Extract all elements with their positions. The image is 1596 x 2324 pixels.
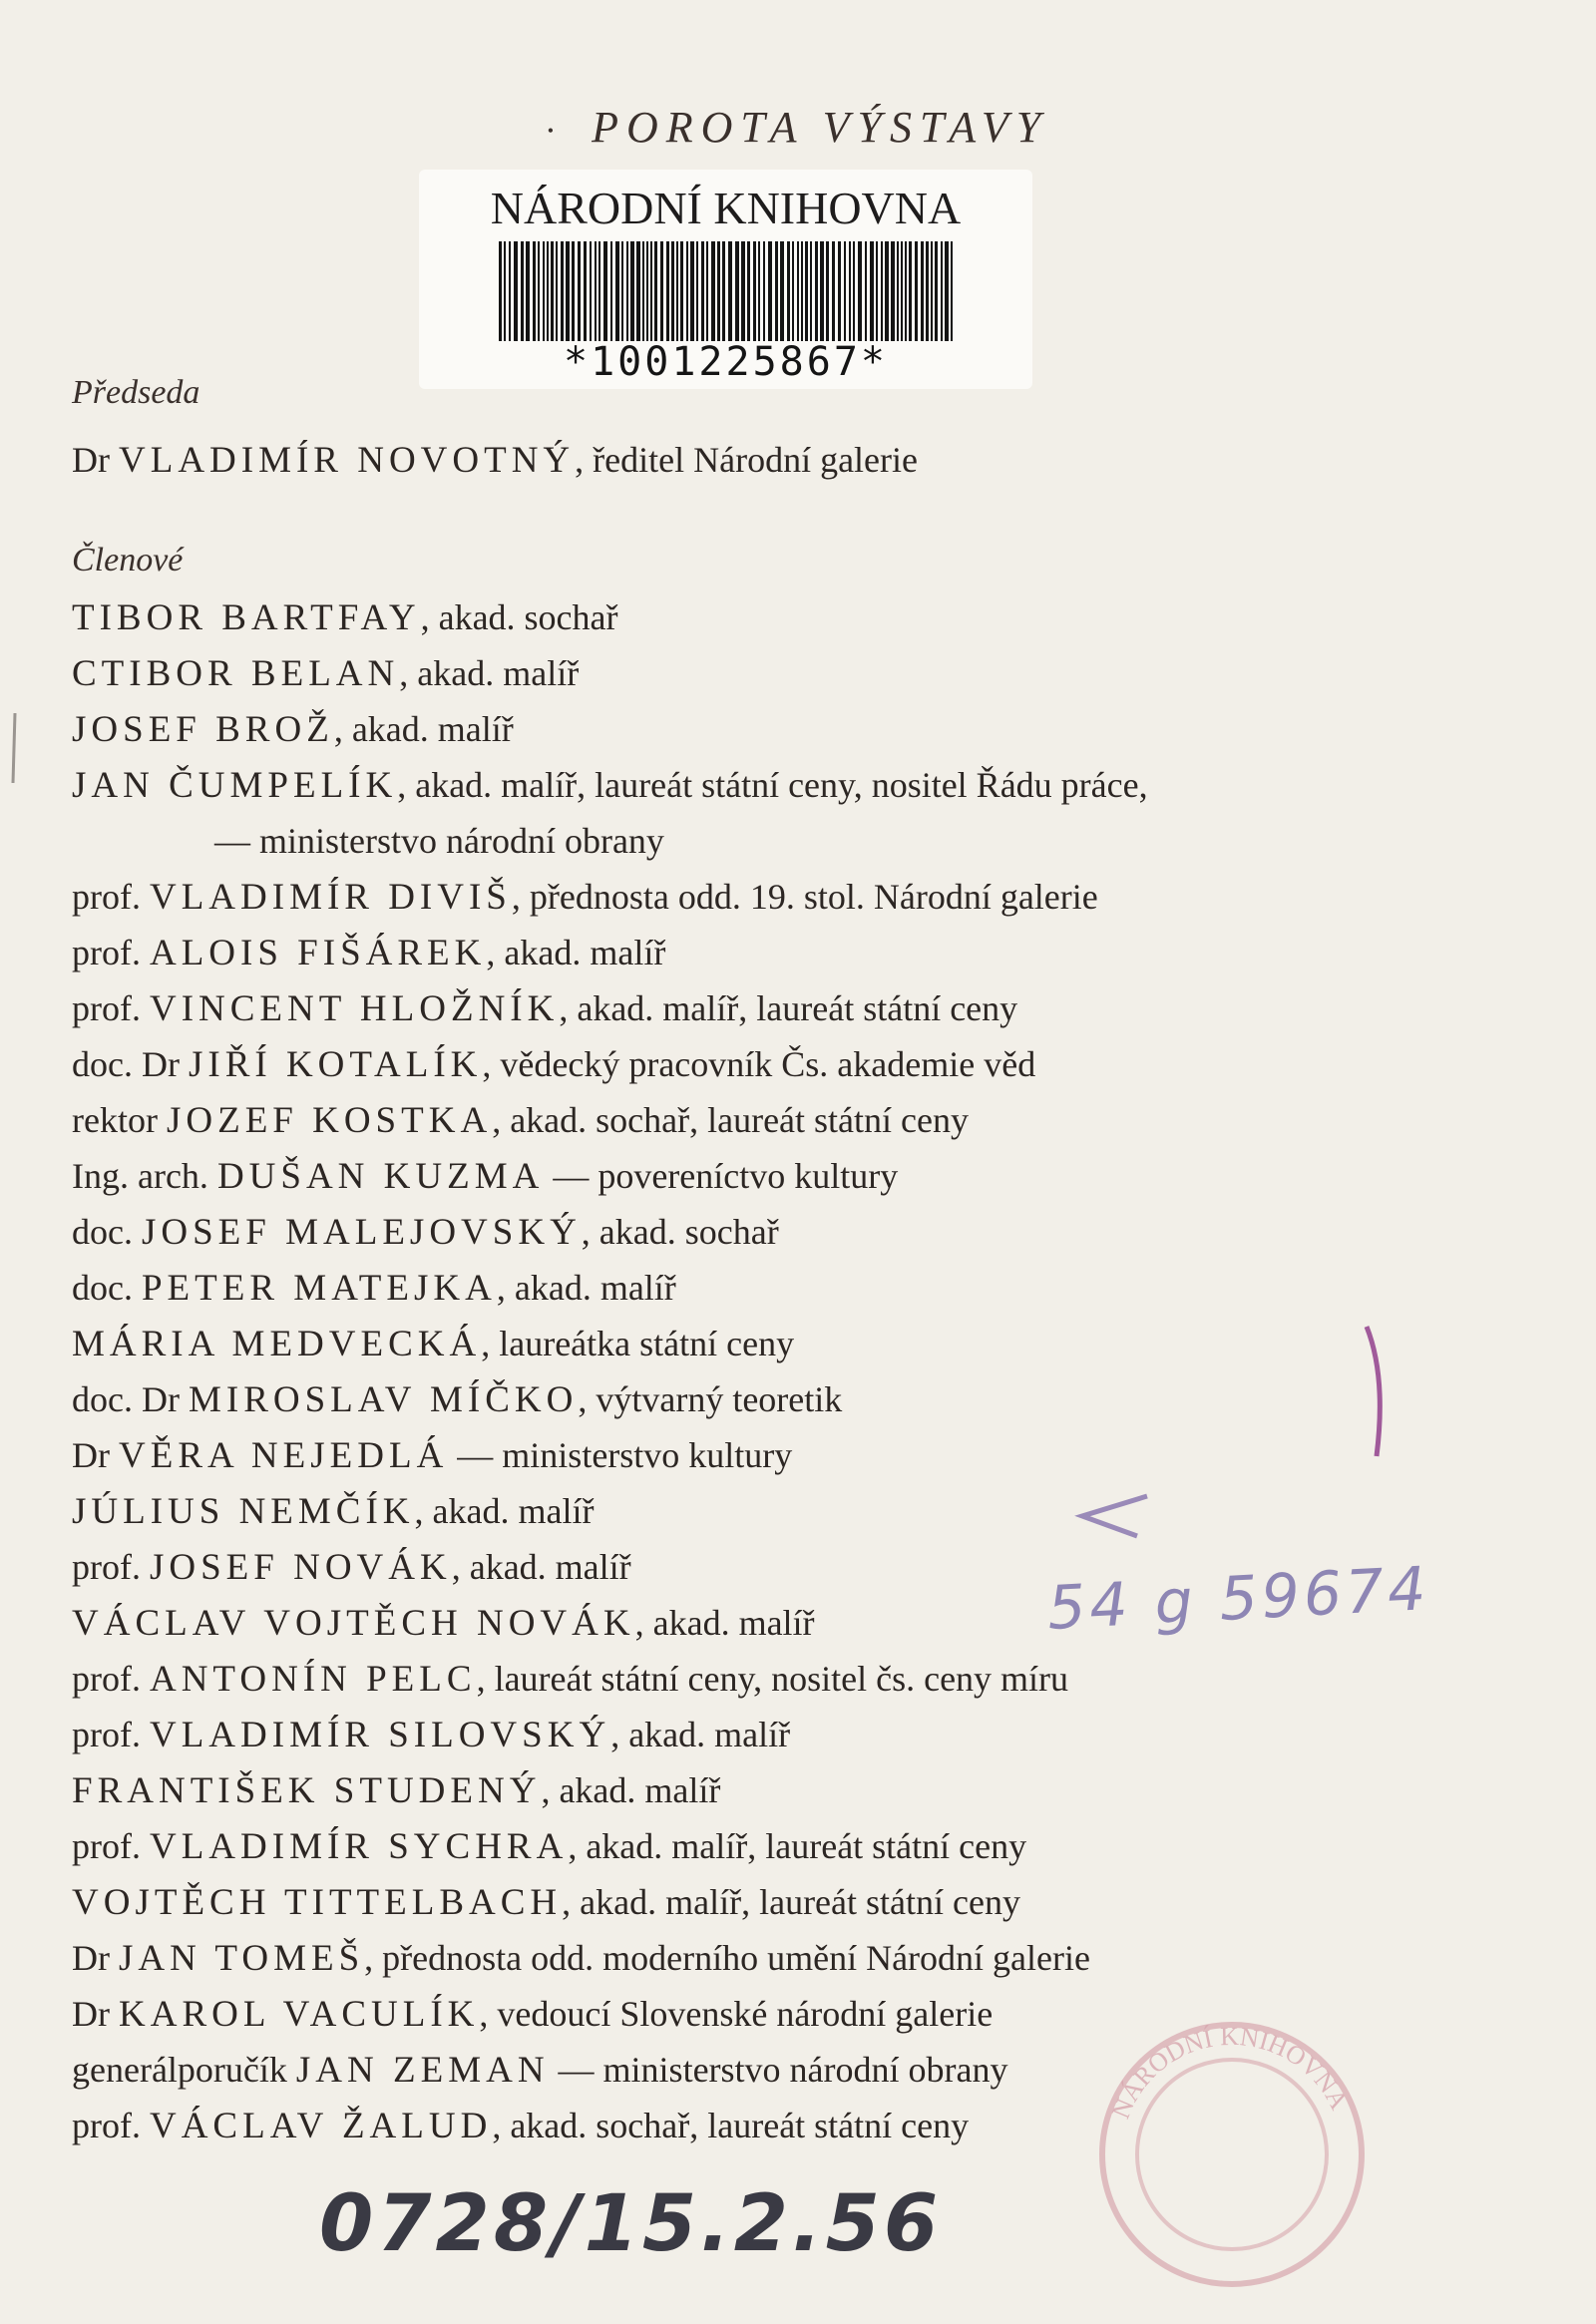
member-name: CTIBOR BELAN <box>72 653 400 694</box>
member-role: , vedoucí Slovenské národní galerie <box>479 1994 994 2034</box>
barcode-bar <box>905 241 907 341</box>
barcode-bar <box>676 241 678 341</box>
member-role: , akad. malíř <box>486 933 666 972</box>
barcode-bar <box>642 241 644 341</box>
member-line <box>72 1658 1068 1701</box>
barcode-bar <box>514 241 518 341</box>
member-line <box>72 987 1017 1030</box>
member-line <box>72 1211 779 1254</box>
member-name: VLADIMÍR SYCHRA <box>149 1826 569 1867</box>
member-prefix: Dr <box>72 1938 110 1978</box>
member-name: VLADIMÍR SILOVSKÝ <box>149 1715 611 1755</box>
barcode-bar <box>858 241 862 341</box>
barcode-bar <box>701 241 704 341</box>
barcode-number: *1001225867* <box>564 339 888 385</box>
member-role: , akad. sochař <box>581 1212 779 1252</box>
chairman-name: VLADIMÍR NOVOTNÝ <box>119 440 576 481</box>
barcode-bar <box>870 241 874 341</box>
members-label: Členové <box>72 542 184 579</box>
member-name: JAN TOMEŠ <box>119 1938 365 1979</box>
barcode-bar <box>686 241 688 341</box>
member-name: FRANTIŠEK STUDENÝ <box>72 1770 542 1811</box>
barcode-bar <box>556 241 558 341</box>
member-prefix: doc. Dr <box>72 1379 180 1419</box>
barcode-bar <box>690 241 694 341</box>
member-line <box>72 1937 1090 1980</box>
member-prefix: prof. <box>72 1659 141 1699</box>
member-prefix: doc. Dr <box>72 1044 180 1084</box>
member-name: VÁCLAV ŽALUD <box>149 2106 493 2146</box>
barcode-bar <box>666 241 669 341</box>
member-role: , akad. malíř, laureát státní ceny <box>568 1826 1027 1866</box>
chairman-line <box>72 439 918 482</box>
member-role: , akad. sochař, laureát státní ceny <box>492 2106 970 2145</box>
member-prefix: prof. <box>72 877 141 917</box>
member-role: , akad. malíř, laureát státní ceny, nositel Řádu práce, <box>397 765 1148 805</box>
member-line <box>72 1323 794 1365</box>
member-line <box>72 1881 1020 1924</box>
barcode-bar <box>758 241 760 341</box>
title-text: POROTA VÝSTAVY <box>592 103 1049 152</box>
member-name: KAROL VACULÍK <box>119 1994 480 2035</box>
member-prefix: prof. <box>72 2106 141 2145</box>
member-name: VLADIMÍR DIVIŠ <box>149 877 512 918</box>
barcode-bar <box>865 241 867 341</box>
barcode-bar <box>741 241 745 341</box>
member-name: JOSEF BROŽ <box>72 709 334 750</box>
member-line <box>72 1714 790 1756</box>
barcode-bar <box>728 241 732 341</box>
barcode-bar <box>584 241 587 341</box>
member-prefix: doc. <box>72 1268 133 1308</box>
barcode-bar <box>792 241 794 341</box>
member-line <box>72 1546 631 1589</box>
member-line <box>72 1099 969 1142</box>
member-name: VOJTĚCH TITTELBACH <box>72 1882 563 1923</box>
barcode-bar <box>566 241 570 341</box>
barcode-bar <box>521 241 524 341</box>
member-name: ANTONÍN PELC <box>149 1659 477 1700</box>
member-line <box>72 2105 969 2147</box>
pencil-mark <box>5 708 25 788</box>
member-role: , přednosta odd. moderního umění Národní galerie <box>364 1938 1090 1978</box>
chairman-role: , ředitel Národní galerie <box>575 440 919 480</box>
member-name: TIBOR BARTFAY <box>72 597 421 638</box>
barcode-bar <box>832 241 835 341</box>
member-role: , akad. malíř <box>496 1268 676 1308</box>
member-prefix: prof. <box>72 1715 141 1754</box>
member-name: DUŠAN KUZMA <box>216 1156 545 1197</box>
barcode-bar <box>775 241 778 341</box>
barcode-bar <box>621 241 623 341</box>
member-role: , akad. malíř, laureát státní ceny <box>562 1882 1020 1922</box>
barcode-bar <box>909 241 912 341</box>
barcode-bar <box>603 241 607 341</box>
member-name: MÁRIA MEDVECKÁ <box>72 1324 482 1364</box>
barcode-bar <box>815 241 818 341</box>
barcode-bar <box>885 241 889 341</box>
barcode-bar <box>526 241 530 341</box>
barcode-bar <box>935 241 938 341</box>
barcode-bar <box>671 241 674 341</box>
member-prefix: rektor <box>72 1100 158 1140</box>
member-line <box>72 764 1148 807</box>
member-prefix: prof. <box>72 933 141 972</box>
barcode-bar <box>805 241 808 341</box>
barcode-bar <box>849 241 851 341</box>
barcode-bar <box>844 241 846 341</box>
barcode-bar <box>654 241 657 341</box>
barcode-bar <box>595 241 597 341</box>
barcode-bar <box>838 241 841 341</box>
member-name: VINCENT HLOŽNÍK <box>149 988 560 1029</box>
barcode-bar <box>578 241 581 341</box>
member-line <box>72 1769 720 1812</box>
member-role: , laureát státní ceny, nositel čs. ceny míru <box>476 1659 1069 1699</box>
member-line <box>72 1043 1035 1086</box>
member-role: , akad. sochař <box>420 597 618 637</box>
barcode-bar <box>801 241 803 341</box>
member-name: MIROSLAV MÍČKO <box>188 1379 579 1420</box>
member-name: VÁCLAV VOJTĚCH NOVÁK <box>72 1603 635 1644</box>
member-name: PETER MATEJKA <box>141 1268 497 1309</box>
barcode-bar <box>881 241 883 341</box>
barcode-bar <box>636 241 640 341</box>
barcode-bar <box>711 241 715 341</box>
pencil-arrow <box>1067 1486 1157 1546</box>
member-prefix: prof. <box>72 1826 141 1866</box>
member-prefix: prof. <box>72 988 141 1028</box>
member-name: JAN ČUMPELÍK <box>72 765 398 806</box>
member-role: — ministerstvo kultury <box>448 1435 793 1475</box>
barcode-bar <box>763 241 765 341</box>
member-line <box>72 876 1098 919</box>
member-prefix: Ing. arch. <box>72 1156 208 1196</box>
barcode-bar <box>780 241 784 341</box>
barcode-bar <box>543 241 545 341</box>
member-role: , vědecký pracovník Čs. akademie věd <box>482 1044 1036 1084</box>
barcode-bar <box>598 241 600 341</box>
barcode-bar <box>660 241 663 341</box>
member-name: VĚRA NEJEDLÁ <box>119 1435 449 1476</box>
member-role: , přednosta odd. 19. stol. Národní galerie <box>511 877 1098 917</box>
barcode-bar <box>499 241 502 341</box>
member-role: — ministerstvo národní obrany <box>549 2050 1008 2090</box>
member-line <box>72 1155 898 1198</box>
barcode-bar <box>561 241 564 341</box>
member-role: , laureátka státní ceny <box>481 1324 795 1363</box>
barcode-bar <box>590 241 592 341</box>
barcode-bar <box>820 241 824 341</box>
barcode-library-name: NÁRODNÍ KNIHOVNA <box>490 183 962 233</box>
barcode-bar <box>897 241 899 341</box>
barcode-bar <box>735 241 739 341</box>
member-name: JÚLIUS NEMČÍK <box>72 1491 415 1532</box>
barcode-bar <box>680 241 683 341</box>
barcode-bar <box>551 241 554 341</box>
barcode-bar <box>650 241 652 341</box>
member-line <box>72 1434 792 1477</box>
page-title <box>0 102 1596 153</box>
member-prefix: doc. <box>72 1212 133 1252</box>
member-role: , akad. malíř <box>634 1603 815 1643</box>
chairman-prefix: Dr <box>72 440 110 480</box>
member-role: , akad. malíř <box>399 653 580 693</box>
member-role: , akad. malíř <box>414 1491 595 1531</box>
barcode-bar <box>610 241 612 341</box>
member-prefix: Dr <box>72 1994 110 2034</box>
barcode-bar <box>826 241 829 341</box>
barcode-bar <box>717 241 720 341</box>
barcode-bar <box>547 241 549 341</box>
member-line <box>72 1490 594 1533</box>
barcode-bar <box>615 241 619 341</box>
pencil-mark-purple <box>1347 1317 1406 1476</box>
member-line <box>72 652 579 695</box>
barcode-bar <box>538 241 540 341</box>
member-line <box>214 820 664 862</box>
member-name: JOSEF MALEJOVSKÝ <box>141 1212 582 1253</box>
member-prefix: Dr <box>72 1435 110 1475</box>
barcode-bar <box>572 241 575 341</box>
barcode-bar <box>901 241 903 341</box>
barcode-bar <box>921 241 924 341</box>
member-line <box>72 1993 993 2036</box>
barcode-bar <box>931 241 933 341</box>
member-line <box>72 596 618 639</box>
member-name: JOZEF KOSTKA <box>166 1100 493 1141</box>
member-prefix: prof. <box>72 1547 141 1587</box>
barcode-bar <box>787 241 790 341</box>
member-line <box>72 708 514 751</box>
barcode-bar <box>926 241 929 341</box>
barcode-bars <box>499 241 958 341</box>
member-line <box>72 1602 815 1645</box>
member-name: JOSEF NOVÁK <box>149 1547 452 1588</box>
barcode-bar <box>753 241 756 341</box>
barcode-bar <box>797 241 799 341</box>
barcode-bar <box>504 241 506 341</box>
barcode-bar <box>853 241 855 341</box>
barcode-bar <box>891 241 895 341</box>
barcode-bar <box>722 241 725 341</box>
member-name: ALOIS FIŠÁREK <box>149 933 487 973</box>
member-name: JIŘÍ KOTALÍK <box>188 1044 483 1085</box>
member-prefix: generálporučík <box>72 2050 287 2090</box>
member-line <box>72 1267 676 1310</box>
member-role: , akad. malíř <box>451 1547 631 1587</box>
barcode-bar <box>626 241 628 341</box>
barcode-bar <box>706 241 708 341</box>
chairman-label: Předseda <box>72 374 200 411</box>
accession-stamp: 0728/15.2.56 <box>319 2179 943 2269</box>
library-stamp-text: NÁRODNÍ KNIHOVNA <box>1105 2021 1354 2124</box>
barcode-label <box>419 170 1032 389</box>
member-role: — povereníctvo kultury <box>544 1156 899 1196</box>
member-line <box>72 1378 842 1421</box>
barcode-bar <box>509 241 511 341</box>
barcode-bar <box>533 241 536 341</box>
barcode-bar <box>630 241 634 341</box>
barcode-bar <box>747 241 750 341</box>
barcode-bar <box>941 241 943 341</box>
handwritten-signature: 54 g 59674 <box>1045 1554 1432 1644</box>
barcode-bar <box>696 241 698 341</box>
barcode-bar <box>768 241 772 341</box>
member-role: — ministerstvo národní obrany <box>214 821 664 861</box>
member-role: , akad. malíř <box>333 709 514 749</box>
ornament-dot: • <box>547 121 563 142</box>
barcode-bar <box>915 241 918 341</box>
member-role: , výtvarný teoretik <box>578 1379 843 1419</box>
member-line <box>72 2049 1007 2092</box>
member-role: , akad. sochař, laureát státní ceny <box>492 1100 969 1140</box>
member-line <box>72 932 665 974</box>
member-name: JAN ZEMAN <box>295 2050 550 2091</box>
barcode-bar <box>810 241 812 341</box>
barcode-bar <box>876 241 878 341</box>
member-line <box>72 1825 1026 1868</box>
member-role: , akad. malíř <box>610 1715 791 1754</box>
barcode-bar <box>951 241 953 341</box>
barcode-bar <box>945 241 949 341</box>
barcode-bar <box>646 241 648 341</box>
member-role: , akad. malíř <box>541 1770 721 1810</box>
library-stamp <box>1082 2005 1382 2304</box>
member-role: , akad. malíř, laureát státní ceny <box>559 988 1018 1028</box>
